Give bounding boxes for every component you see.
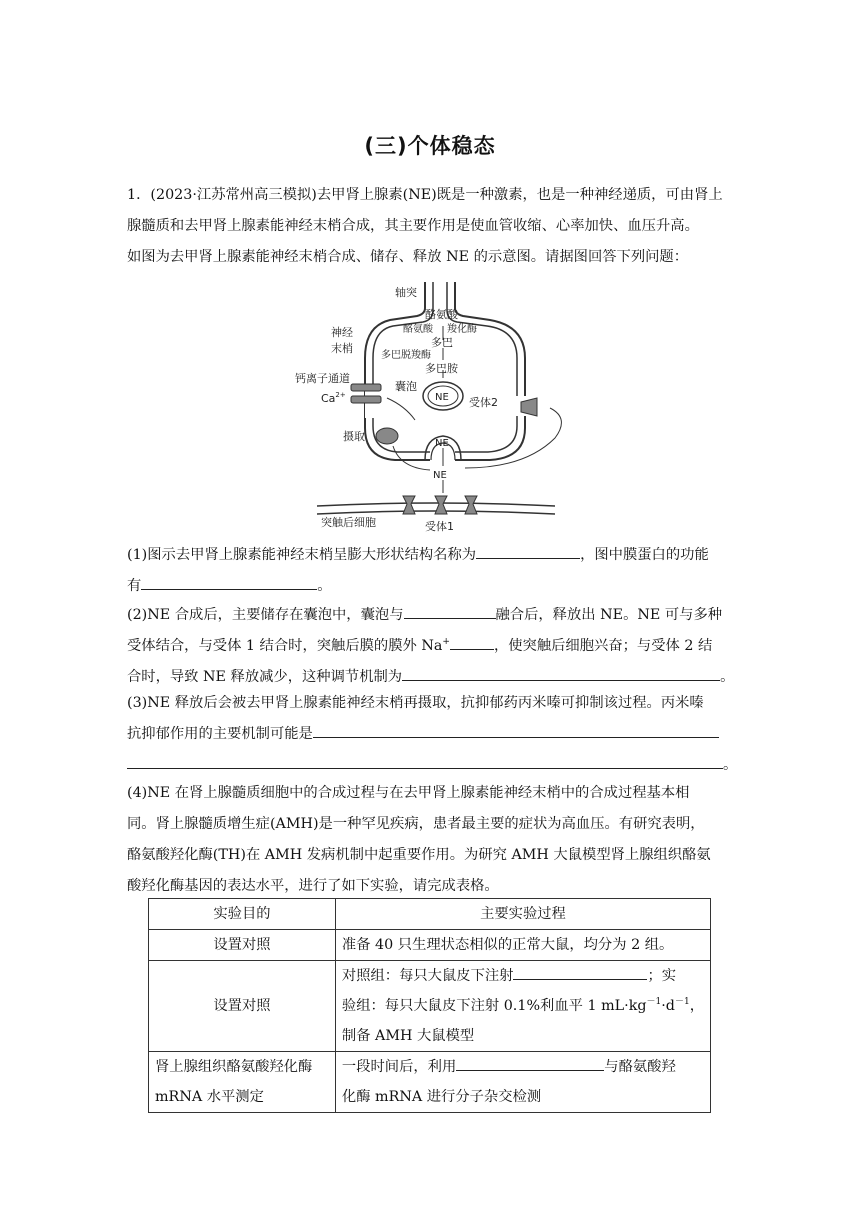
label-enzyme1b: 羧化酶 [447, 324, 477, 335]
label-ca-channel: 钙离子通道 [295, 372, 350, 385]
reuptake-transporter [376, 428, 398, 444]
label-postsynaptic: 突触后细胞 [321, 516, 376, 529]
answer-blank[interactable] [456, 1054, 604, 1071]
label-tyrosine: 酪氨酸 [425, 308, 458, 321]
table-row: 设置对照 准备 40 只生理状态相似的正常大鼠，均分为 2 组。 [149, 930, 711, 961]
calcium-channel-top [351, 384, 381, 391]
label-axon: 轴突 [395, 286, 417, 299]
answer-blank[interactable] [402, 664, 720, 681]
label-ca: $Ca^{2+}$ [321, 391, 346, 405]
label-vesicle: 囊泡 [395, 380, 417, 393]
table-header-row [149, 899, 711, 930]
label-receptor2: 受体2 [469, 396, 498, 409]
answer-blank[interactable] [127, 752, 723, 769]
question-1-part-4: (4)NE 在肾上腺髓质细胞中的合成过程与在去甲肾上腺素能神经末梢中的合成过程基本相 同。肾上腺髓质增生症(AMH)是一种罕见疾病，患者最主要的症状为高血压。有研究表明， 酪氨酸羟化酶(TH)在 AMH 发病机制中起重要作用。为研究 AMH 大鼠模型肾上腺组织酪氨 酸羟化酶基因的表达水平，进行了如下实验，请完成表格。 [127, 785, 711, 894]
label-nerve-2: 末梢 [331, 342, 353, 355]
answer-blank[interactable] [513, 963, 647, 980]
question-1-part-3: (3)NE 释放后会被去甲肾上腺素能神经末梢再摄取，抗抑郁药丙米嗪可抑制该过程。丙米嗪 抗抑郁作用的主要机制可能是 。 [127, 695, 738, 773]
answer-blank[interactable] [404, 602, 496, 619]
receptor-1b [435, 496, 447, 514]
label-ne-vesicle: NE [435, 392, 449, 403]
label-enzyme1: 酪氨酸 [403, 324, 433, 335]
answer-blank[interactable] [141, 573, 317, 590]
intro-line-3: 如图为去甲肾上腺素能神经末梢合成、储存、释放 NE 的示意图。请据图回答下列问题： [127, 249, 689, 265]
arrow-ca [387, 398, 415, 420]
header-process: 主要实验过程 [335, 899, 710, 930]
nerve-terminal-diagram [285, 278, 585, 536]
receptor-1c [465, 496, 477, 514]
experiment-table [148, 898, 711, 1113]
intro-line-2: 腺髓质和去甲肾上腺素能神经末梢合成，其主要作用是使血管收缩、心率加快、血压升高。 [127, 218, 699, 234]
label-dopa: 多巴 [431, 336, 453, 349]
table-row: 设置对照 对照组：每只大鼠皮下注射 ；实 验组：每只大鼠皮下注射 0.1%利血平 1 $mL\cdot kg^{-1}\cdot d^{-1}$， 制备 AMH 大鼠模型 [149, 961, 711, 1052]
label-reuptake: 摄取 [343, 430, 365, 443]
question-1-intro [127, 180, 735, 273]
label-dopamine: 多巴胺 [425, 362, 458, 375]
calcium-channel-bottom [351, 396, 381, 403]
postsynaptic-membrane-top [317, 503, 555, 506]
header-purpose: 实验目的 [149, 899, 336, 930]
label-ne-fusing: NE [435, 438, 449, 449]
label-ne-released: NE [433, 470, 447, 481]
question-1-part-2: (2)NE 合成后，主要储存在囊泡中，囊泡与 融合后，释放出 NE。NE 可与多种 受体结合，与受体 1 结合时，突触后膜的膜外 Na+ ，使突触后细胞兴奋；与受体 2 结 合时，导致 NE 释放减少，这种调节机制为 。 [127, 600, 735, 693]
receptor-1a [403, 496, 415, 514]
label-nerve-1: 神经 [331, 326, 353, 339]
answer-blank[interactable] [476, 542, 580, 559]
answer-blank[interactable] [450, 633, 494, 650]
answer-blank[interactable] [313, 721, 719, 738]
question-1-part-1: (1)图示去甲肾上腺素能神经末梢呈膨大形状结构名称为 ，图中膜蛋白的功能 有 。 [127, 540, 735, 602]
channel-gap [365, 390, 374, 418]
intro-line-1: 1．(2023·江苏常州高三模拟)去甲肾上腺素(NE)既是一种激素，也是一种神经递质，可由肾上 [127, 187, 723, 203]
terminal-outer-right [455, 282, 525, 460]
page-title: (三)个体稳态 [364, 134, 496, 158]
label-enzyme2: 多巴脱羧酶 [381, 350, 431, 361]
table-row: 肾上腺组织酪氨酸羟化酶 mRNA 水平测定 一段时间后，利用 与酪氨酸羟 化酶 mRNA 进行分子杂交检测 [149, 1052, 711, 1113]
label-receptor1: 受体1 [425, 520, 454, 533]
